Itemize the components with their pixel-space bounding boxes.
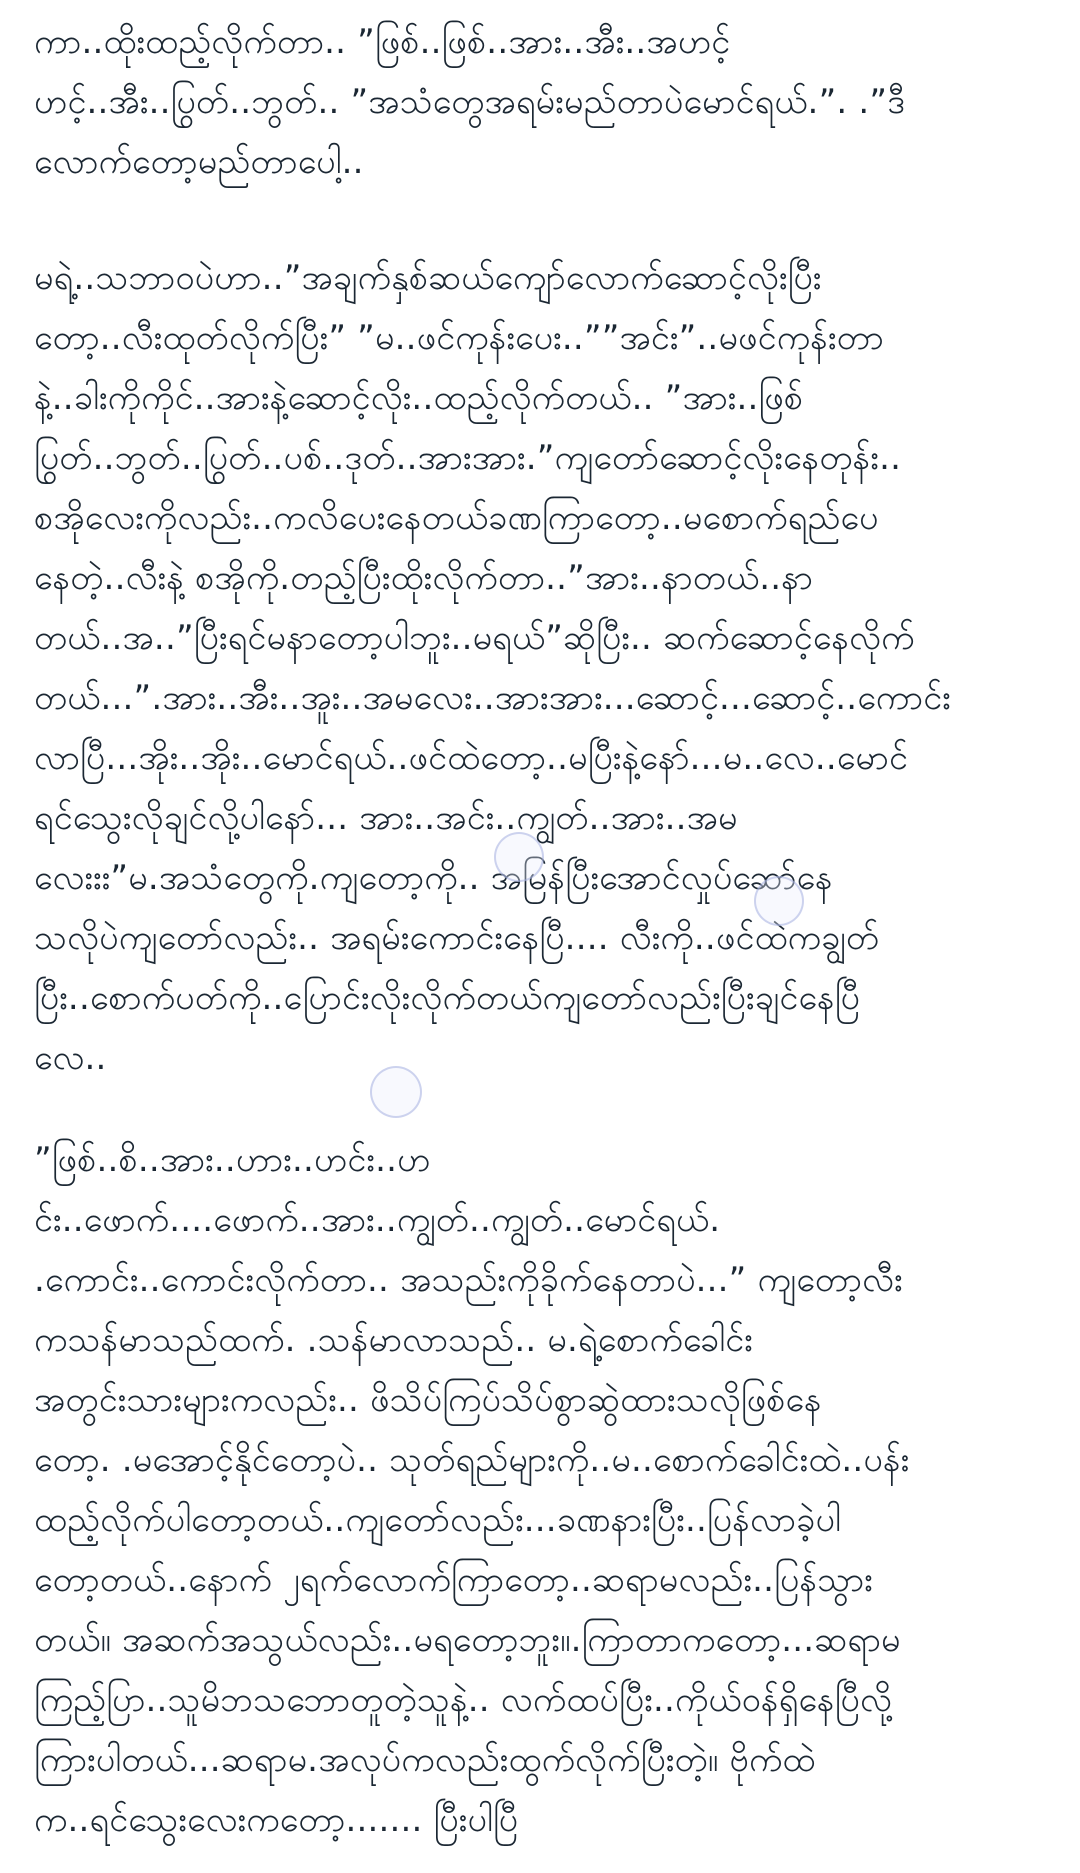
text-line: သလိုပဲကျတော်လည်း.. အရမ်းကောင်းနေပြီ.... လီးကို..ဖင်ထဲကချွတ် <box>34 918 880 958</box>
text-line: အတွင်းသားများကလည်း.. ဖိသိပ်ကြပ်သိပ်စွာဆွဲထားသလိုဖြစ်နေ <box>34 1380 822 1420</box>
text-line: က..ရင်သွေးလေးကတော့....... ပြီးပါပြီ <box>34 1800 519 1840</box>
text-line: နေတဲ့..လီးနဲ့ စအိုကို.တည့်ပြီးထိုးလိုက်တာ..”အား..နာတယ်..နာ <box>34 558 814 598</box>
text-line: ကြားပါတယ်...ဆရာမ.အလုပ်ကလည်းထွက်လိုက်ပြီးတဲ့။ ဗိုက်ထဲ <box>34 1740 816 1780</box>
text-line: တော့. .မအောင့်နိုင်တော့ပဲ.. သုတ်ရည်များကို..မ..စောက်ခေါင်းထဲ..ပန်း <box>34 1440 910 1480</box>
text-line: လောက်တော့မည်တာပေါ့.. <box>34 142 364 182</box>
text-line: ရင်သွေးလိုချင်လို့ပါနော်... အား..အင်း..ကျွတ်..အား..အမ <box>34 798 738 838</box>
text-line: တယ်..အ..”ပြီးရင်မနာတော့ပါဘူး..မရယ်”ဆိုပြီး.. ဆက်ဆောင့်နေလိုက် <box>34 618 915 658</box>
text-line: စအိုလေးကိုလည်း..ကလိပေးနေတယ်ခဏကြာတော့..မစောက်ရည်ပေ <box>34 498 879 538</box>
text-line: ပြီး..စောက်ပတ်ကို..ပြောင်းလိုးလိုက်တယ်ကျတော်လည်းပြီးချင်နေပြီ <box>34 978 861 1018</box>
text-line: င်း..ဖောက်....ဖောက်..အား..ကျွတ်..ကျွတ်..မောင်ရယ်. <box>34 1200 721 1240</box>
text-line: တော့တယ်..နောက် ၂ရက်လောက်ကြာတော့..ဆရာမလည်း..ပြန်သွား <box>34 1560 873 1600</box>
text-line: ပြွတ်..ဘွတ်..ပြွတ်..ပစ်..ဒုတ်..အားအား.”ကျတော်ဆောင့်လိုးနေတုန်း.. <box>34 438 902 478</box>
text-line: လေ.. <box>34 1038 107 1078</box>
text-line: ကသန်မာသည်ထက်. .သန်မာလာသည်.. မ.ရဲ့စောက်ခေါင်း <box>34 1320 753 1360</box>
text-line: နဲ့..ခါးကိုကိုင်..အားနဲ့ဆောင့်လိုး..ထည့်လိုက်တယ်.. ”အား..ဖြစ် <box>34 378 804 418</box>
touch-indicator-circle <box>494 832 544 882</box>
text-line: .ကောင်း..ကောင်းလိုက်တာ.. အသည်းကိုခိုက်နေတာပဲ...” ကျတော့လီး <box>34 1260 903 1300</box>
text-line: ထည့်လိုက်ပါတော့တယ်..ကျတော်လည်း...ခဏနားပြီး..ပြန်လာခဲ့ပါ <box>34 1500 841 1540</box>
text-line: တယ်။ အဆက်အသွယ်လည်း..မရတော့ဘူး။.ကြာတာကတော့...ဆရာမ <box>34 1620 901 1660</box>
text-line: ကြည့်ပြာ..သူမိဘသဘောတူတဲ့သူနဲ့.. လက်ထပ်ပြီး..ကိုယ်ဝန်ရှိနေပြီလို့ <box>34 1680 893 1720</box>
text-line: ကာ..ထိုးထည့်လိုက်တာ.. ”ဖြစ်..ဖြစ်..အား..အီး..အဟင့် <box>34 22 731 62</box>
text-line: လေးးး”မ.အသံတွေကို.ကျတော့ကို.. အမြန်ပြီးအောင်လှုပ်ဆော်နေ <box>34 858 833 898</box>
text-line: တယ်...”.အား..အီး..အူး..အမလေး..အားအား...ဆောင့်...ဆောင့်..ကောင်း <box>34 678 951 718</box>
touch-indicator-circle <box>370 1066 422 1118</box>
text-line: ”ဖြစ်..စိ..အား..ဟား..ဟင်း..ဟ <box>34 1140 431 1180</box>
text-line: လာပြီ...အိုး..အိုး..မောင်ရယ်..ဖင်ထဲတော့..မပြီးနဲ့နော်...မ..လေ..မောင် <box>34 738 909 778</box>
touch-indicator-circle <box>754 876 804 926</box>
text-line: တော့..လီးထုတ်လိုက်ပြီး” ”မ..ဖင်ကုန်းပေး..””အင်း”..မဖင်ကုန်းတာ <box>34 318 884 358</box>
text-line: မရဲ့..သဘာဝပဲဟာ..”အချက်နှစ်ဆယ်ကျော်လောက်ဆောင့်လိုးပြီး <box>34 258 822 298</box>
text-line: ဟင့်..အီး..ပြွတ်..ဘွတ်.. ”အသံတွေအရမ်းမည်တာပဲမောင်ရယ်.”. .”ဒီ <box>34 82 906 122</box>
